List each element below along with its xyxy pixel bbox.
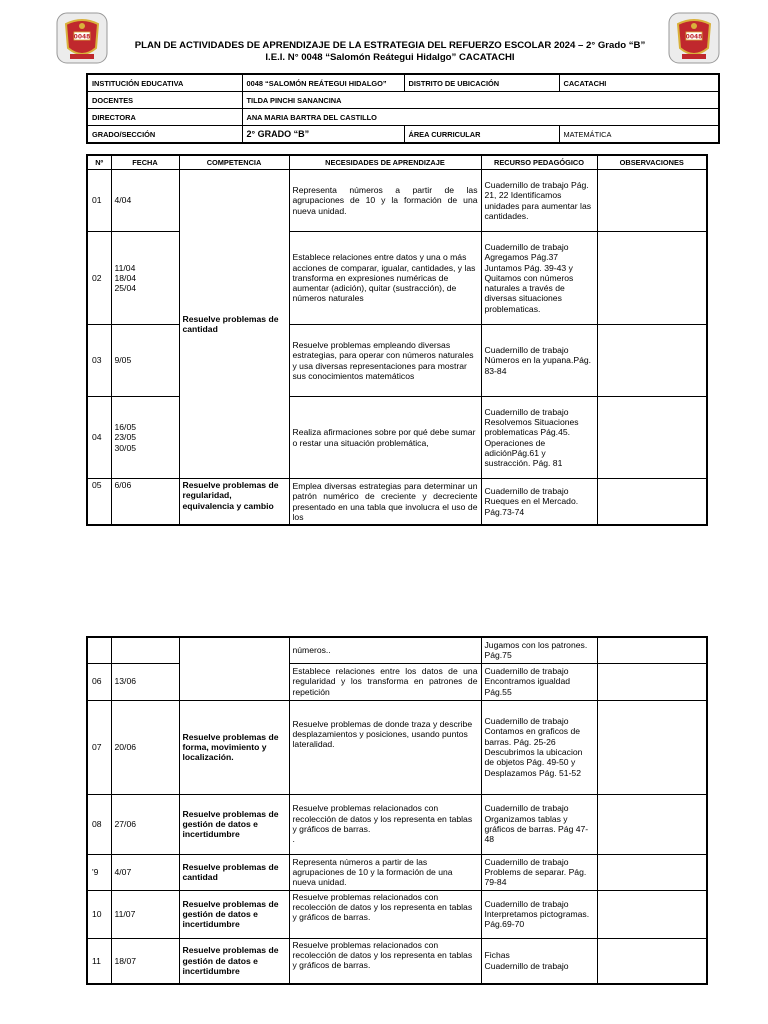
row-num <box>87 637 111 663</box>
row-observaciones <box>597 794 707 854</box>
row-observaciones <box>597 397 707 479</box>
header-observaciones: OBSERVACIONES <box>597 155 707 170</box>
directora-label: DIRECTORA <box>87 109 242 126</box>
area-label: ÁREA CURRICULAR <box>404 126 559 144</box>
activities-table-continued <box>86 636 708 985</box>
row-recurso: Cuadernillo de trabajo Rueques en el Mercado. Pág.73-74 <box>481 479 597 526</box>
row-observaciones <box>597 700 707 794</box>
table-row <box>87 700 707 794</box>
row-competencia: Resuelve problemas de cantidad <box>179 170 289 479</box>
grado-label: GRADO/SECCIÓN <box>87 126 242 144</box>
row-competencia: Resuelve problemas de cantidad <box>179 854 289 890</box>
document-title <box>120 40 660 64</box>
info-table <box>86 73 720 144</box>
row-observaciones <box>597 479 707 526</box>
row-necesidad: Resuelve problemas relacionados con recolección de datos y los representa en tablas y gráficos de barras. <box>289 938 481 984</box>
row-necesidad: Resuelve problemas relacionados con recolección de datos y los representa en tablas y gráficos de barras. . <box>289 794 481 854</box>
directora-value: ANA MARIA BARTRA DEL CASTILLO <box>242 109 719 126</box>
table-row <box>87 170 707 232</box>
row-num: 01 <box>87 170 111 232</box>
table-row <box>87 637 707 663</box>
row-num: 03 <box>87 325 111 397</box>
row-recurso: Cuadernillo de trabajo Organizamos tablas y gráficos de barras. Pág 47-48 <box>481 794 597 854</box>
title-line-2: I.E.I. N° 0048 “Salomón Reátegui Hidalgo” CACATACHI <box>265 52 515 63</box>
row-necesidad: Realiza afirmaciones sobre por qué debe sumar o restar una situación problemática, <box>289 397 481 479</box>
row-num: '9 <box>87 854 111 890</box>
row-fecha <box>111 637 179 663</box>
row-recurso: Cuadernillo de trabajo Números en la yupana.Pág. 83-84 <box>481 325 597 397</box>
row-recurso: Cuadernillo de trabajo Problems de separar. Pág. 79-84 <box>481 854 597 890</box>
institucion-label: INSTITUCIÓN EDUCATIVA <box>87 74 242 92</box>
row-num: 07 <box>87 700 111 794</box>
row-recurso: Cuadernillo de trabajo Encontramos igualdad Pág.55 <box>481 663 597 700</box>
row-fecha: 20/06 <box>111 700 179 794</box>
header-fecha: FECHA <box>111 155 179 170</box>
table-row <box>87 794 707 854</box>
docentes-label: DOCENTES <box>87 92 242 109</box>
row-recurso: Fichas Cuadernillo de trabajo <box>481 938 597 984</box>
table-row <box>87 938 707 984</box>
row-recurso: Cuadernillo de trabajo Resolvemos Situaciones problematicas Pág.45. Operaciones de adiciónPág.61 y sustracción. Pág. 81 <box>481 397 597 479</box>
row-necesidad: Resuelve problemas empleando diversas estrategias, para operar con números naturales y usa diversas representaciones para mostrar sus conocimientos matemáticos <box>289 325 481 397</box>
row-necesidad: Resuelve problemas relacionados con recolección de datos y los representa en tablas y gráficos de barras. <box>289 890 481 938</box>
row-fecha: 16/05 23/05 30/05 <box>111 397 179 479</box>
row-necesidad: números.. <box>289 637 481 663</box>
table-header-row <box>87 155 707 170</box>
row-competencia: Resuelve problemas de gestión de datos e incertidumbre <box>179 890 289 938</box>
row-necesidad: Establece relaciones entre los datos de una regularidad y los transforma en patrones de repetición <box>289 663 481 700</box>
row-recurso: Cuadernillo de trabajo Interpretamos pictogramas. Pág.69-70 <box>481 890 597 938</box>
row-recurso: Cuadernillo de trabajo Agregamos Pág.37 Juntamos Pág. 39-43 y Quitamos con números naturales a través de diversas situaciones problematicas. <box>481 232 597 325</box>
row-observaciones <box>597 890 707 938</box>
institucion-value: 0048 “SALOMÓN REÁTEGUI HIDALGO” <box>242 74 404 92</box>
row-competencia: Resuelve problemas de regularidad, equivalencia y cambio <box>179 479 289 526</box>
header-necesidades: NECESIDADES DE APRENDIZAJE <box>289 155 481 170</box>
row-observaciones <box>597 637 707 663</box>
row-num: 04 <box>87 397 111 479</box>
row-recurso: Cuadernillo de trabajo Contamos en graficos de barras. Pág. 25-26 Descubrimos la ubicacion de objetos Pág. 49-50 y Desplazamos Pág. 51-52 <box>481 700 597 794</box>
row-observaciones <box>597 938 707 984</box>
row-num: 06 <box>87 663 111 700</box>
row-fecha: 4/07 <box>111 854 179 890</box>
table-row <box>87 479 707 526</box>
row-observaciones <box>597 325 707 397</box>
row-competencia: Resuelve problemas de forma, movimiento y localización. <box>179 700 289 794</box>
row-observaciones <box>597 170 707 232</box>
row-num: 08 <box>87 794 111 854</box>
row-fecha: 11/07 <box>111 890 179 938</box>
row-num: 10 <box>87 890 111 938</box>
header-competencia: COMPETENCIA <box>179 155 289 170</box>
row-fecha: 27/06 <box>111 794 179 854</box>
row-necesidad: Representa números a partir de las agrupaciones de 10 y la formación de una nueva unidad. <box>289 854 481 890</box>
svg-text:0048: 0048 <box>685 33 703 41</box>
row-observaciones <box>597 663 707 700</box>
row-fecha: 9/05 <box>111 325 179 397</box>
docentes-value: TILDA PINCHI SANANCINA <box>242 92 719 109</box>
row-fecha: 13/06 <box>111 663 179 700</box>
row-num: 11 <box>87 938 111 984</box>
activities-table <box>86 154 708 526</box>
distrito-label: DISTRITO DE UBICACIÓN <box>404 74 559 92</box>
row-necesidad: Resuelve problemas de donde traza y describe desplazamientos y posiciones, usando puntos lateralidad. <box>289 700 481 794</box>
header-recurso: RECURSO PEDAGÓGICO <box>481 155 597 170</box>
row-competencia: Resuelve problemas de gestión de datos e incertidumbre <box>179 938 289 984</box>
row-necesidad: Establece relaciones entre datos y una o más acciones de comparar, igualar, cantidades, y las transforma en expresiones numéricas de aumentar (adición), quitar (sustracción), de números naturales <box>289 232 481 325</box>
table-row <box>87 854 707 890</box>
row-competencia <box>179 637 289 700</box>
grado-value: 2° GRADO “B” <box>242 126 404 144</box>
row-competencia: Resuelve problemas de gestión de datos e incertidumbre <box>179 794 289 854</box>
svg-text:0048: 0048 <box>73 33 91 41</box>
school-crest-right <box>668 12 720 64</box>
row-num: 05 <box>87 479 111 526</box>
row-necesidad: Representa números a partir de las agrupaciones de 10 y la formación de una nueva unidad. <box>289 170 481 232</box>
row-recurso: Cuadernillo de trabajo Pág. 21, 22 Identificamos unidades para aumentar las cantidades. <box>481 170 597 232</box>
area-value: MATEMÁTICA <box>559 126 719 144</box>
school-crest-left <box>56 12 108 64</box>
row-observaciones <box>597 854 707 890</box>
row-observaciones <box>597 232 707 325</box>
title-line-1: PLAN DE ACTIVIDADES DE APRENDIZAJE DE LA ESTRATEGIA DEL REFUERZO ESCOLAR 2024 – 2° Grado “B” <box>134 40 646 51</box>
row-fecha: 11/04 18/04 25/04 <box>111 232 179 325</box>
row-necesidad: Emplea diversas estrategias para determinar un patrón numérico de creciente y decreciente presentado en una tabla que involucra el uso de los <box>292 481 478 522</box>
row-num: 02 <box>87 232 111 325</box>
header-num: Nº <box>87 155 111 170</box>
row-fecha: 4/04 <box>111 170 179 232</box>
row-fecha: 6/06 <box>111 479 179 526</box>
table-row <box>87 890 707 938</box>
distrito-value: CACATACHI <box>559 74 719 92</box>
row-recurso: Jugamos con los patrones. Pág.75 <box>481 637 597 663</box>
row-fecha: 18/07 <box>111 938 179 984</box>
